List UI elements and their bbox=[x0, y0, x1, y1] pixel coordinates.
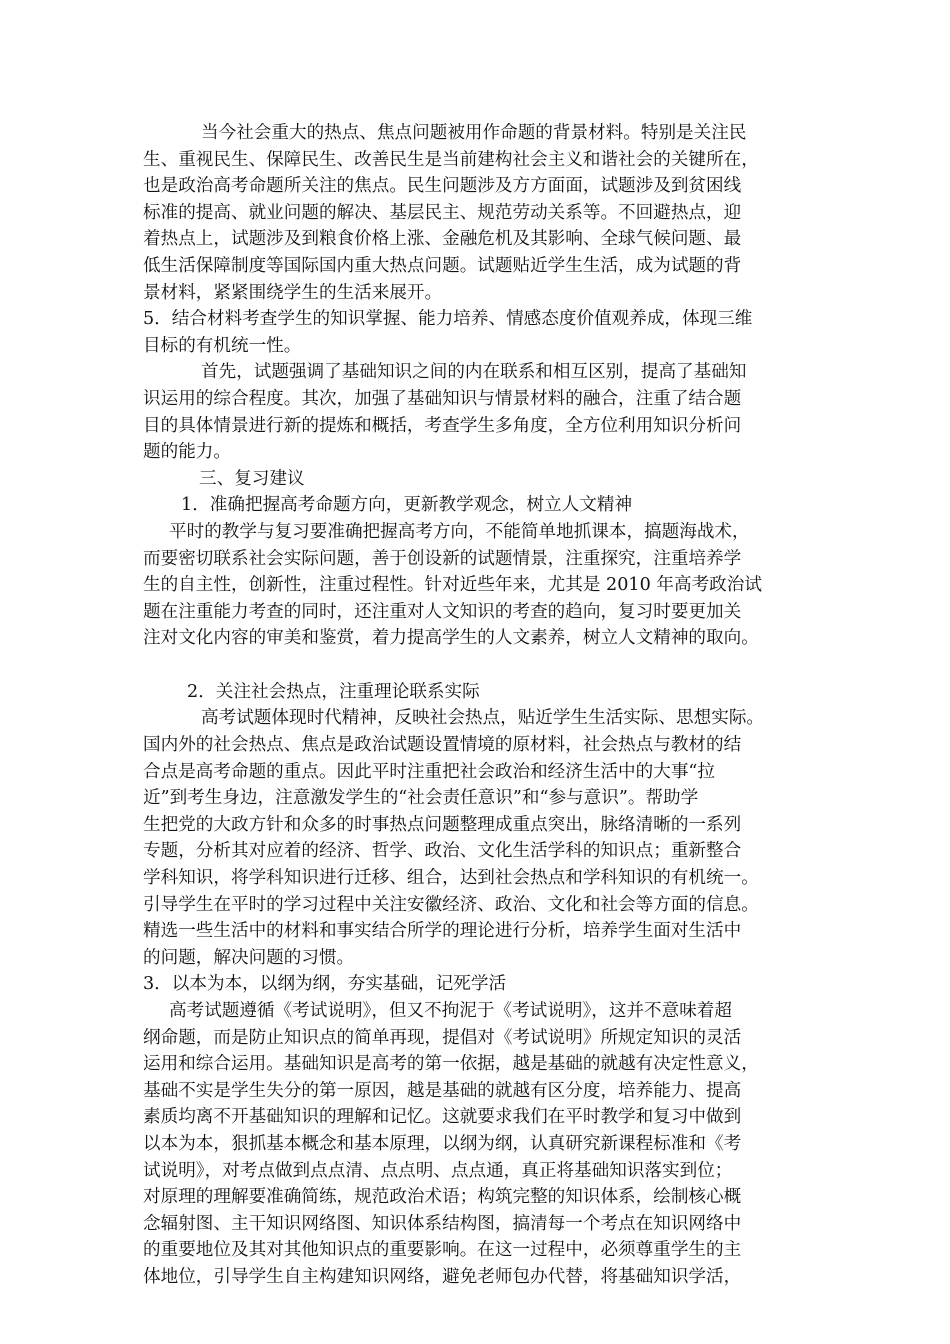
text-line: 题在注重能力考查的同时，还注重对人文知识的考查的趋向，复习时要更加关 bbox=[143, 601, 742, 622]
heading-line: 1．准确把握高考命题方向，更新教学观念，树立人文精神 bbox=[181, 495, 633, 516]
subheading-3 bbox=[143, 971, 808, 998]
text-line: 当今社会重大的热点、焦点问题被用作命题的背景材料。特别是关注民 bbox=[201, 123, 747, 143]
text-line: 高考试题体现时代精神，反映社会热点，贴近学生生活实际、思想实际。 bbox=[201, 708, 765, 729]
paragraph-teaching bbox=[143, 519, 808, 652]
text-line: 运用和综合运用。基础知识是高考的第一依据，越是基础的就越有决定性意义， bbox=[143, 1054, 759, 1075]
subheading-2 bbox=[143, 679, 808, 706]
text-line: 标准的提高、就业问题的解决、基层民主、规范劳动关系等。不回避热点，迎 bbox=[143, 202, 742, 223]
text-line: 以本为本，狠抓基本概念和基本原理，以纲为纲，认真研究新课程标准和《考 bbox=[143, 1133, 742, 1154]
text-line: 生把党的大政方针和众多的时事热点问题整理成重点突出，脉络清晰的一系列 bbox=[143, 814, 742, 835]
text-line: 注对文化内容的审美和鉴赏，着力提高学生的人文素养，树立人文精神的取向。 bbox=[143, 628, 759, 649]
paragraph-hot-topics bbox=[143, 120, 808, 306]
text-line: 素质均离不开基础知识的理解和记忆。这就要求我们在平时教学和复习中做到 bbox=[143, 1107, 742, 1128]
text-line: 试说明》，对考点做到点点清、点点明、点点通，真正将基础知识落实到位； bbox=[143, 1160, 733, 1181]
text-line: 合点是高考命题的重点。因此平时注重把社会政治和经济生活中的大事“拉 bbox=[143, 761, 715, 782]
heading-line: 3．以本为本，以纲为纲，夯实基础，记死学活 bbox=[143, 974, 507, 995]
text-line: 高考试题遵循《考试说明》，但又不拘泥于《考试说明》，这并不意味着超 bbox=[169, 1001, 732, 1021]
heading-line: 5．结合材料考查学生的知识掌握、能力培养、情感态度价值观养成，体现三维 bbox=[143, 309, 753, 330]
text-line: 景材料，紧紧围绕学生的生活来展开。 bbox=[143, 282, 443, 303]
paragraph-social-hotspots bbox=[143, 705, 808, 971]
section-heading-review-suggestions bbox=[143, 466, 808, 493]
heading-line: 三、复习建议 bbox=[199, 468, 305, 489]
text-line: 近”到考生身边，注意激发学生的“社会责任意识”和“参与意识”。帮助学 bbox=[143, 788, 699, 809]
text-line: 引导学生在平时的学习过程中关注安徽经济、政治、文化和社会等方面的信息。 bbox=[143, 894, 759, 915]
text-line: 基础不实是学生失分的第一原因，越是基础的就越有区分度，培养能力、提高 bbox=[143, 1080, 742, 1101]
text-line: 识运用的综合程度。其次，加强了基础知识与情景材料的融合，注重了结合题 bbox=[143, 388, 742, 409]
text-line: 专题，分析其对应着的经济、哲学、政治、文化生活学科的知识点；重新整合 bbox=[143, 841, 742, 862]
heading-line: 2．关注社会热点，注重理论联系实际 bbox=[187, 681, 480, 702]
text-line: 目的具体情景进行新的提炼和概括，考查学生多角度，全方位利用知识分析问 bbox=[143, 415, 742, 436]
text-line: 学科知识，将学科知识进行迁移、组合，达到社会热点和学科知识的有机统一。 bbox=[143, 868, 759, 889]
text-line: 纲命题，而是防止知识点的简单再现，提倡对《考试说明》所规定知识的灵活 bbox=[143, 1027, 742, 1048]
text-line: 题的能力。 bbox=[143, 442, 231, 463]
blank-line bbox=[143, 652, 808, 679]
text-line: 体地位，引导学生自主构建知识网络，避免老师包办代替，将基础知识学活， bbox=[143, 1266, 742, 1287]
text-line: 生、重视民生、保障民生、改善民生是当前建构社会主义和谐社会的关键所在， bbox=[143, 149, 759, 170]
document-page bbox=[143, 120, 808, 1291]
paragraph-basic-knowledge bbox=[143, 359, 808, 465]
text-line: 精选一些生活中的材料和事实结合所学的理论进行分析，培养学生面对生活中 bbox=[143, 921, 742, 942]
heading-line: 目标的有机统一性。 bbox=[143, 335, 302, 356]
text-line: 的重要地位及其对其他知识点的重要影响。在这一过程中，必须尊重学生的主 bbox=[143, 1240, 742, 1261]
text-line: 平时的教学与复习要准确把握高考方向，不能简单地抓课本，搞题海战术， bbox=[169, 521, 750, 542]
text-line: 生的自主性，创新性，注重过程性。针对近些年来，尤其是 2010 年高考政治试 bbox=[143, 575, 762, 596]
text-line: 念辐射图、主干知识网络图、知识体系结构图，搞清每一个考点在知识网络中 bbox=[143, 1213, 742, 1234]
text-line: 首先，试题强调了基础知识之间的内在联系和相互区别，提高了基础知 bbox=[201, 362, 747, 383]
subheading-1 bbox=[143, 492, 808, 519]
section-heading-5 bbox=[143, 306, 808, 359]
text-line: 低生活保障制度等国际国内重大热点问题。试题贴近学生生活，成为试题的背 bbox=[143, 255, 742, 276]
text-line: 着热点上，试题涉及到粮食价格上涨、金融危机及其影响、全球气候问题、最 bbox=[143, 229, 742, 250]
paragraph-fundamentals bbox=[143, 998, 808, 1291]
text-line: 国内外的社会热点、焦点是政治试题设置情境的原材料，社会热点与教材的结 bbox=[143, 735, 742, 756]
text-line: 对原理的理解要准确简练，规范政治术语；构筑完整的知识体系，绘制核心概 bbox=[143, 1187, 742, 1208]
text-line: 而要密切联系社会实际问题，善于创设新的试题情景，注重探究，注重培养学 bbox=[143, 548, 742, 569]
text-line: 的问题，解决问题的习惯。 bbox=[143, 947, 355, 968]
text-line: 也是政治高考命题所关注的焦点。民生问题涉及方方面面，试题涉及到贫困线 bbox=[143, 176, 742, 197]
